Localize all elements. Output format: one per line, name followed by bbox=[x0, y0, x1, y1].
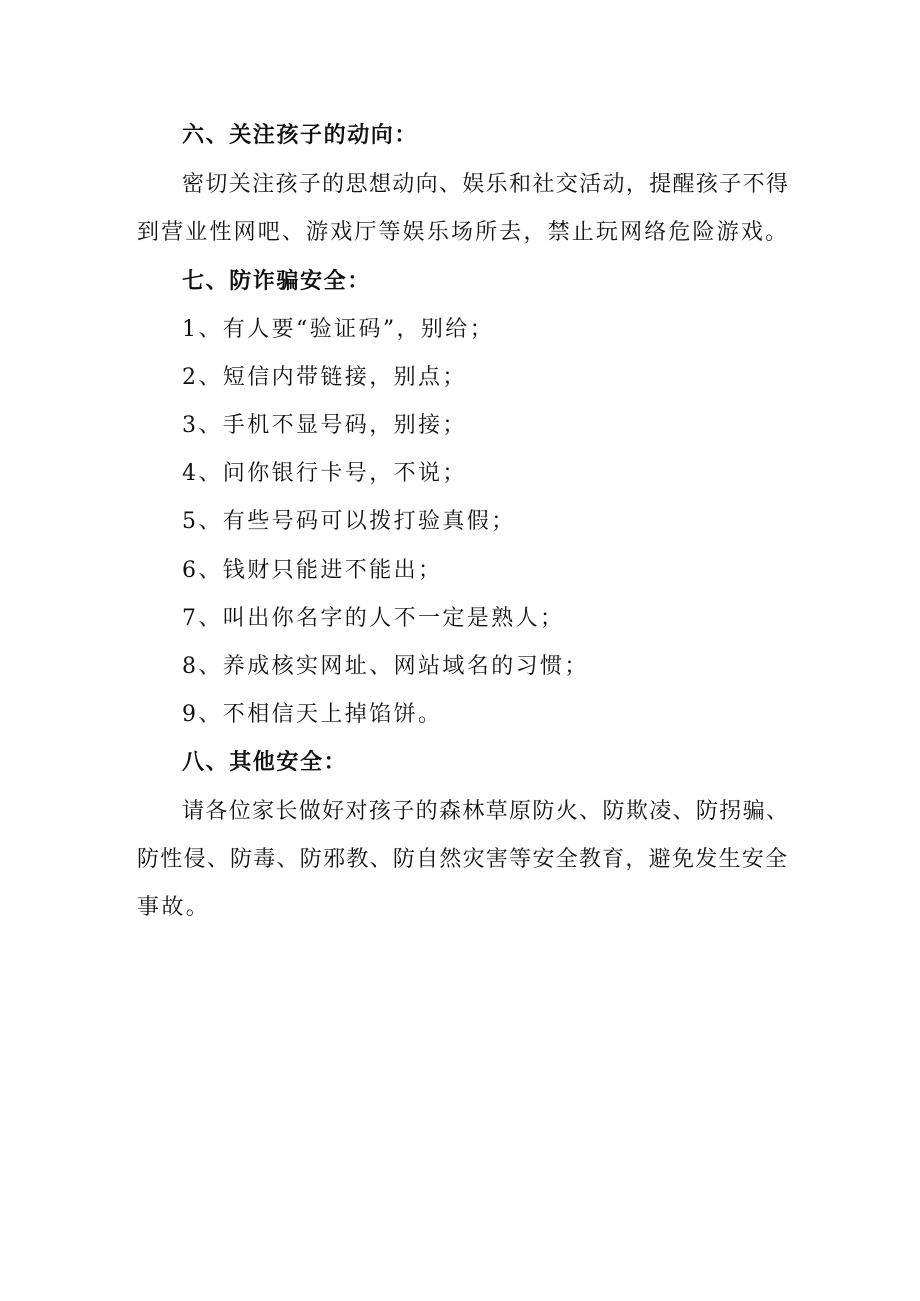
section-6-paragraph-line-1: 密切关注孩子的思想动向、娱乐和社交活动，提醒孩子不得 bbox=[182, 172, 788, 197]
list-item-3: 3、手机不显号码，别接； bbox=[182, 413, 467, 438]
section-8-paragraph-line-2: 防性侵、防毒、防邪教、防自然灾害等安全教育，避免发生安全 bbox=[137, 847, 787, 872]
list-item-9: 9、不相信天上掉馅饼。 bbox=[182, 702, 443, 727]
section-7-heading: 七、防诈骗安全： bbox=[182, 269, 371, 294]
section-8-heading: 八、其他安全： bbox=[182, 750, 348, 775]
list-item-1: 1、有人要“验证码”，别给； bbox=[182, 317, 495, 342]
list-item-5: 5、有些号码可以拨打验真假； bbox=[182, 509, 516, 534]
section-6-heading: 六、关注孩子的动向： bbox=[182, 123, 419, 148]
list-item-6: 6、钱财只能进不能出； bbox=[182, 558, 443, 583]
section-6-paragraph-line-2: 到营业性网吧、游戏厅等娱乐场所去，禁止玩网络危险游戏。 bbox=[137, 220, 787, 245]
section-8-paragraph-line-1: 请各位家长做好对孩子的森林草原防火、防欺凌、防拐骗、 bbox=[182, 799, 788, 824]
list-item-8: 8、养成核实网址、网站域名的习惯； bbox=[182, 654, 589, 679]
list-item-2: 2、短信内带链接，别点； bbox=[182, 365, 467, 390]
list-item-7: 7、叫出你名字的人不一定是熟人； bbox=[182, 606, 565, 631]
list-item-4: 4、问你银行卡号，不说； bbox=[182, 461, 467, 486]
section-8-paragraph-line-3: 事故。 bbox=[137, 895, 211, 920]
